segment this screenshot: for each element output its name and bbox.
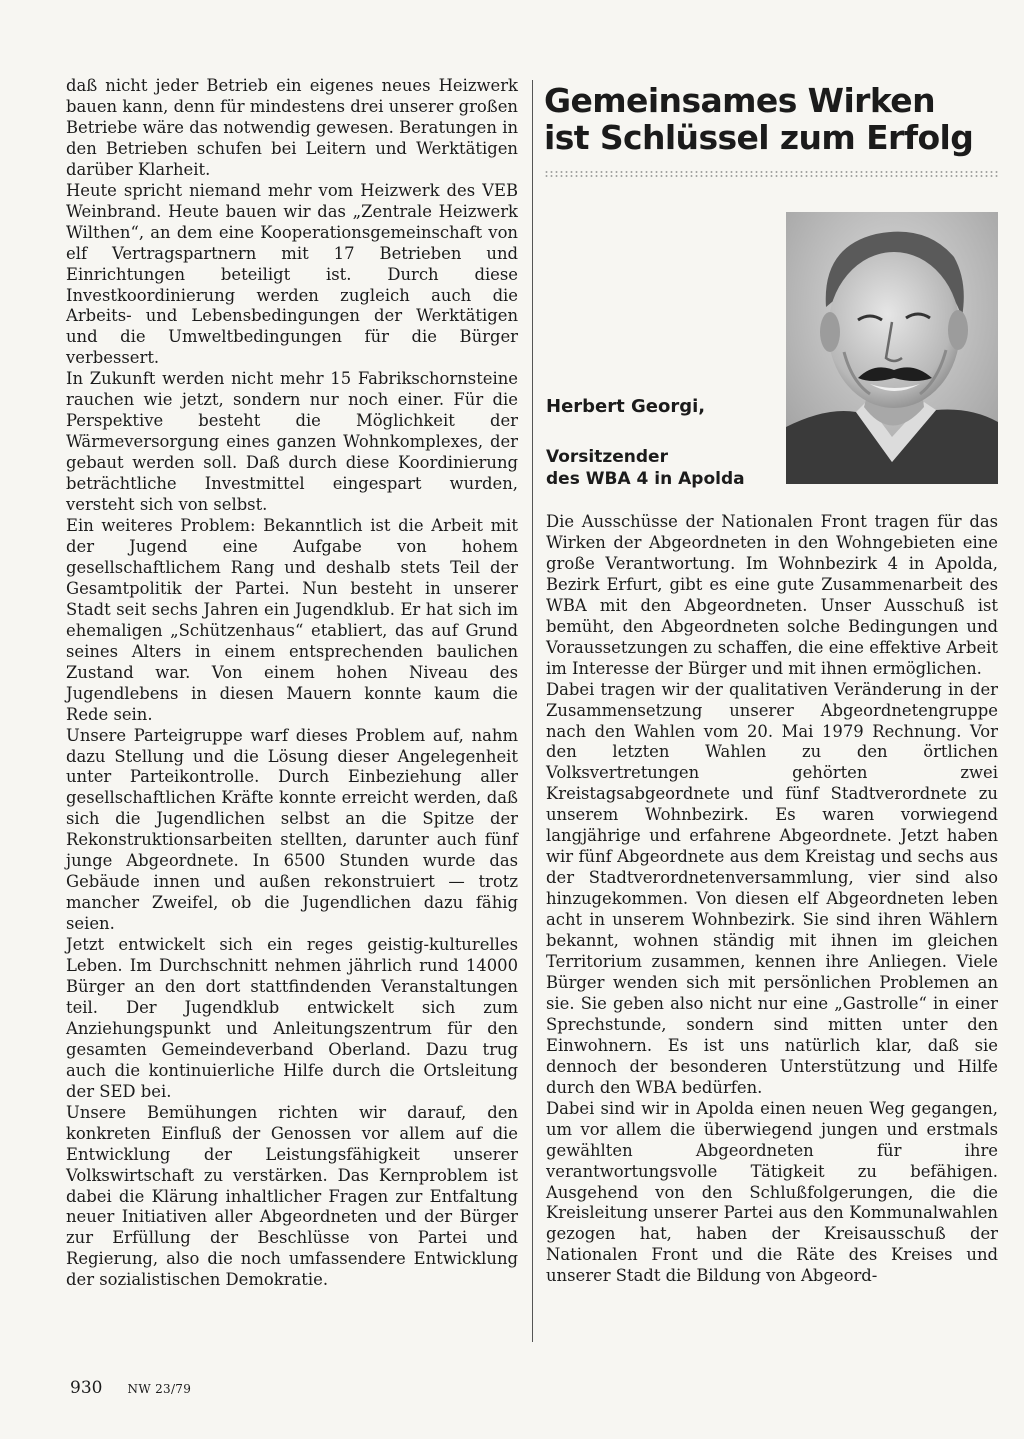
right-paragraph-2: Dabei tragen wir der qualitativen Veränderung in der Zusammensetzung unserer Abgeordnetengruppe nach den Wahlen vom 20. Mai 1979 Rechnung. Vor den letzten Wahlen zu den örtlichen Volksvertretungen gehörten zwei Kreistagsabgeordnete und fünf Stadtverordnete zu unserem Wohnbezirk. Es waren vorwiegend langjährige und erfahrene Abgeordnete. Jetzt haben wir fünf Abgeordnete aus dem Kreistag und sechs aus der Stadtverordnetenversammlung, vier sind also hinzugekommen. Von diesen elf Abgeordneten leben acht in unserem Wohnbezirk. Sie sind ihren Wählern bekannt, wohnen ständig mit ihnen im gleichen Territorium zusammen, kennen ihre Anliegen. Viele Bürger wenden sich mit persönlichen Problemen an sie. Sie geben also nicht nur eine „Gastrolle“ in einer Sprechstunde, sondern sind mitten unter den Einwohnern. Es ist uns natürlich klar, daß sie dennoch der besonderen Unterstützung und Hilfe durch den WBA bedürfen.: [546, 679, 998, 1097]
left-column: [66, 76, 518, 1291]
left-paragraph-5: Unsere Parteigruppe warf dieses Problem auf, nahm dazu Stellung und die Lösung dieser Angelegenheit unter Parteikontrolle. Durch Einbeziehung aller gesellschaftlichen Kräfte konnte erreicht werden, daß sich die Jugendlichen selbst an die Spitze der Rekonstruktionsarbeiten stellten, darunter auch fünf junge Abgeordnete. In 6500 Stunden wurde das Gebäude innen und außen rekonstruiert — trotz mancher Zweifel, ob die Jugendlichen dazu fähig seien.: [66, 725, 518, 934]
role-line-1: Vorsitzender: [546, 447, 668, 467]
left-paragraph-7: Unsere Bemühungen richten wir darauf, den konkreten Einfluß der Genossen vor allem auf die Entwicklung der Leistungsfähigkeit unserer Volkswirtschaft zu verstärken. Das Kernproblem ist dabei die Klärung inhaltlicher Fragen zur Entfaltung neuer Initiativen aller Abgeordneten und der Bürger zur Erfüllung der Beschlüsse von Partei und Regierung, also die noch umfassendere Entwicklung der sozialistischen Demokratie.: [66, 1102, 518, 1290]
right-paragraph-1: Die Ausschüsse der Nationalen Front tragen für das Wirken der Abgeordneten in den Wohngebieten eine große Verantwortung. Im Wohnbezirk 4 in Apolda, Bezirk Erfurt, gibt es eine gute Zusammenarbeit des WBA mit den Abgeordneten. Unser Ausschuß ist bemüht, den Abgeordneten solche Bedingungen und Voraussetzungen zu schaffen, die eine effektive Arbeit im Interesse der Bürger und mit ihnen ermöglichen.: [546, 512, 998, 678]
portrait-photo: [786, 212, 998, 484]
role-line-2: des WBA 4 in Apolda: [546, 469, 745, 489]
article-headline: Gemeinsames Wirken ist Schlüssel zum Erfolg: [544, 81, 974, 157]
interviewee-name: Herbert Georgi,: [546, 396, 706, 417]
left-paragraph-4: Ein weiteres Problem: Bekanntlich ist die Arbeit mit der Jugend eine Aufgabe von hohem gesellschaftlichem Rang und deshalb stets Teil der Gesamtpolitik der Partei. Nun besteht in unserer Stadt seit sechs Jahren ein Jugendklub. Er hat sich im ehemaligen „Schützenhaus“ etabliert, das auf Grund seines Alters in einem entsprechenden baulichen Zustand war. Von einem hohen Niveau des Jugendlebens in diesen Mauern konnte kaum die Rede sein.: [66, 516, 518, 724]
column-divider: [532, 80, 533, 1342]
page-number: 930: [70, 1378, 103, 1398]
page-footer: [70, 1378, 191, 1398]
left-paragraph-1: daß nicht jeder Betrieb ein eigenes neues Heizwerk bauen kann, denn für mindestens drei unserer großen Betriebe wäre das notwendig gewesen. Beratungen in den Betrieben schufen bei Leitern und Werktätigen darüber Klarheit.: [66, 76, 518, 179]
left-paragraph-2: Heute spricht niemand mehr vom Heizwerk des VEB Weinbrand. Heute bauen wir das „Zentrale Heizwerk Wilthen“, an dem eine Kooperationsgemeinschaft von elf Vertragspartnern mit 17 Betrieben und Einrichtungen beteiligt ist. Durch diese Investkoordinierung werden zugleich auch die Arbeits- und Lebensbedingungen der Werktätigen und die Umweltbedingungen für die Bürger verbessert.: [66, 180, 518, 368]
right-column: [546, 512, 998, 1287]
left-paragraph-6: Jetzt entwickelt sich ein reges geistig-kulturelles Leben. Im Durchschnitt nehmen jährlich rund 14000 Bürger an den dort stattfindenden Veranstaltungen teil. Der Jugendklub entwickelt sich zum Anziehungspunkt und Anleitungszentrum für den gesamten Gemeindeverband Oberland. Dazu trug auch die kontinuierliche Hilfe durch die Ortsleitung der SED bei.: [66, 935, 518, 1101]
issue-label: NW 23/79: [127, 1382, 192, 1396]
interviewee-role: [546, 446, 776, 490]
left-paragraph-3: In Zukunft werden nicht mehr 15 Fabrikschornsteine rauchen wie jetzt, sondern nur noch einer. Für die Perspektive besteht die Möglichkeit der Wärmeversorgung eines ganzen Wohnkomplexes, der gebaut werden soll. Daß durch diese Koordinierung beträchtliche Investmittel eingespart wurden, versteht sich von selbst.: [66, 369, 518, 515]
right-paragraph-3: Dabei sind wir in Apolda einen neuen Weg gegangen, um vor allem die überwiegend jungen und erstmals gewählten Abgeordneten für ihre verantwortungsvolle Tätigkeit zu befähigen. Ausgehend von den Schlußfolgerungen, die die Kreisleitung unserer Partei aus den Kommunalwahlen gezogen hat, haben der Kreisausschuß der Nationalen Front und die Räte des Kreises und unserer Stadt die Bildung von Abgeord-: [546, 1098, 998, 1286]
headline-rule: [544, 170, 998, 178]
portrait-image: [786, 212, 998, 484]
